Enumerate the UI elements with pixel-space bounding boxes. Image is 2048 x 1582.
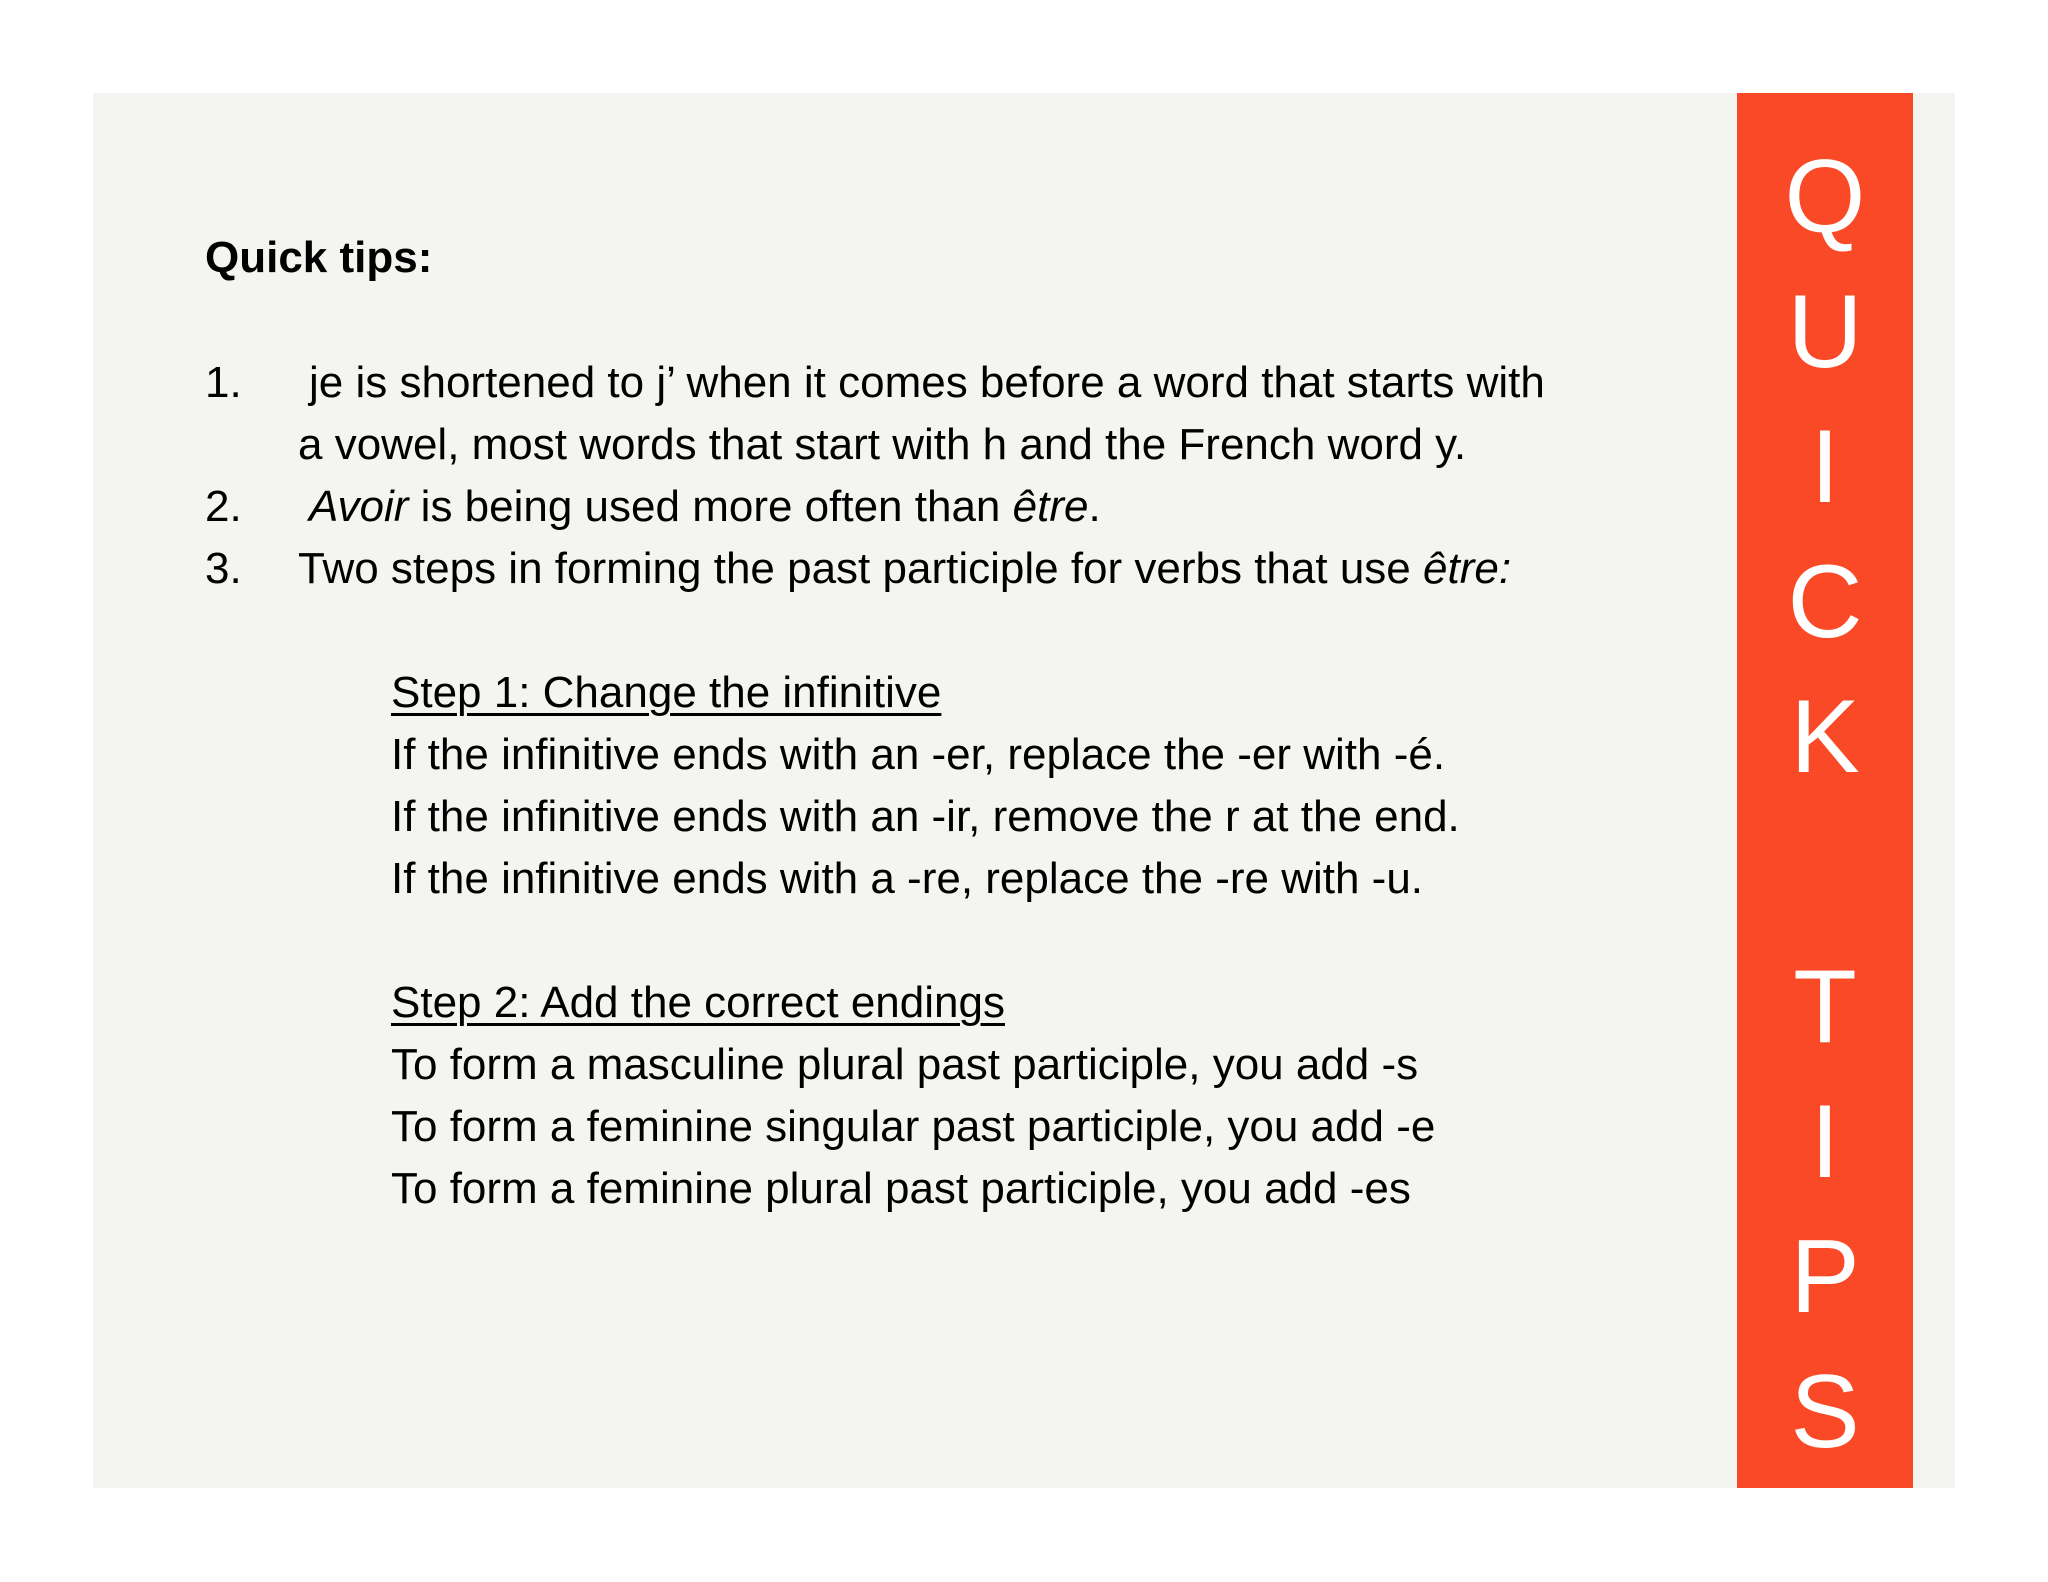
tip-2-middle: is being used more often than xyxy=(408,482,1013,531)
tip-1-line-2: a vowel, most words that start with h and the French word y. xyxy=(298,420,1467,469)
tip-number-1: 1. xyxy=(205,358,242,407)
banner-letter-u: U xyxy=(1787,274,1863,390)
banner-letter-i: I xyxy=(1810,409,1840,525)
banner-letter-q: Q xyxy=(1784,139,1866,255)
tip-number-2: 2. xyxy=(205,482,242,531)
step-2-title: Step 2: Add the correct endings xyxy=(391,978,1005,1027)
tip-2-end: . xyxy=(1088,482,1101,531)
quick-tips-banner xyxy=(1737,93,1913,1488)
banner-letter-k: K xyxy=(1790,679,1860,795)
tip-3-etre: être: xyxy=(1423,544,1512,593)
step-2-line-2: To form a feminine singular past participle, you add -e xyxy=(391,1102,1436,1151)
etre-word: être xyxy=(1012,482,1089,531)
banner-letter-s: S xyxy=(1790,1354,1860,1470)
tip-number-3: 3. xyxy=(205,544,242,593)
tip-3-text: Two steps in forming the past participle for verbs that use xyxy=(298,544,1423,593)
step-1-line-3: If the infinitive ends with a -re, replace the -re with -u. xyxy=(391,854,1424,903)
banner-letter-p: P xyxy=(1790,1219,1860,1335)
step-1-line-1: If the infinitive ends with an -er, replace the -er with -é. xyxy=(391,730,1446,779)
tip-1-line-1: je is shortened to j’ when it comes before a word that starts with xyxy=(309,358,1545,407)
page-title: Quick tips: xyxy=(205,233,433,282)
step-2-line-3: To form a feminine plural past participle, you add -es xyxy=(391,1164,1411,1213)
avoir-word: Avoir xyxy=(309,482,409,531)
banner-letter-c: C xyxy=(1787,544,1863,660)
banner-letter-t: T xyxy=(1793,949,1857,1065)
step-1-title: Step 1: Change the infinitive xyxy=(391,668,942,717)
banner-letter-i2: I xyxy=(1810,1084,1840,1200)
step-1-line-2: If the infinitive ends with an -ir, remove the r at the end. xyxy=(391,792,1460,841)
tip-2-line xyxy=(309,482,1101,531)
tip-3-line xyxy=(298,544,1512,593)
step-2-line-1: To form a masculine plural past participle, you add -s xyxy=(391,1040,1419,1089)
